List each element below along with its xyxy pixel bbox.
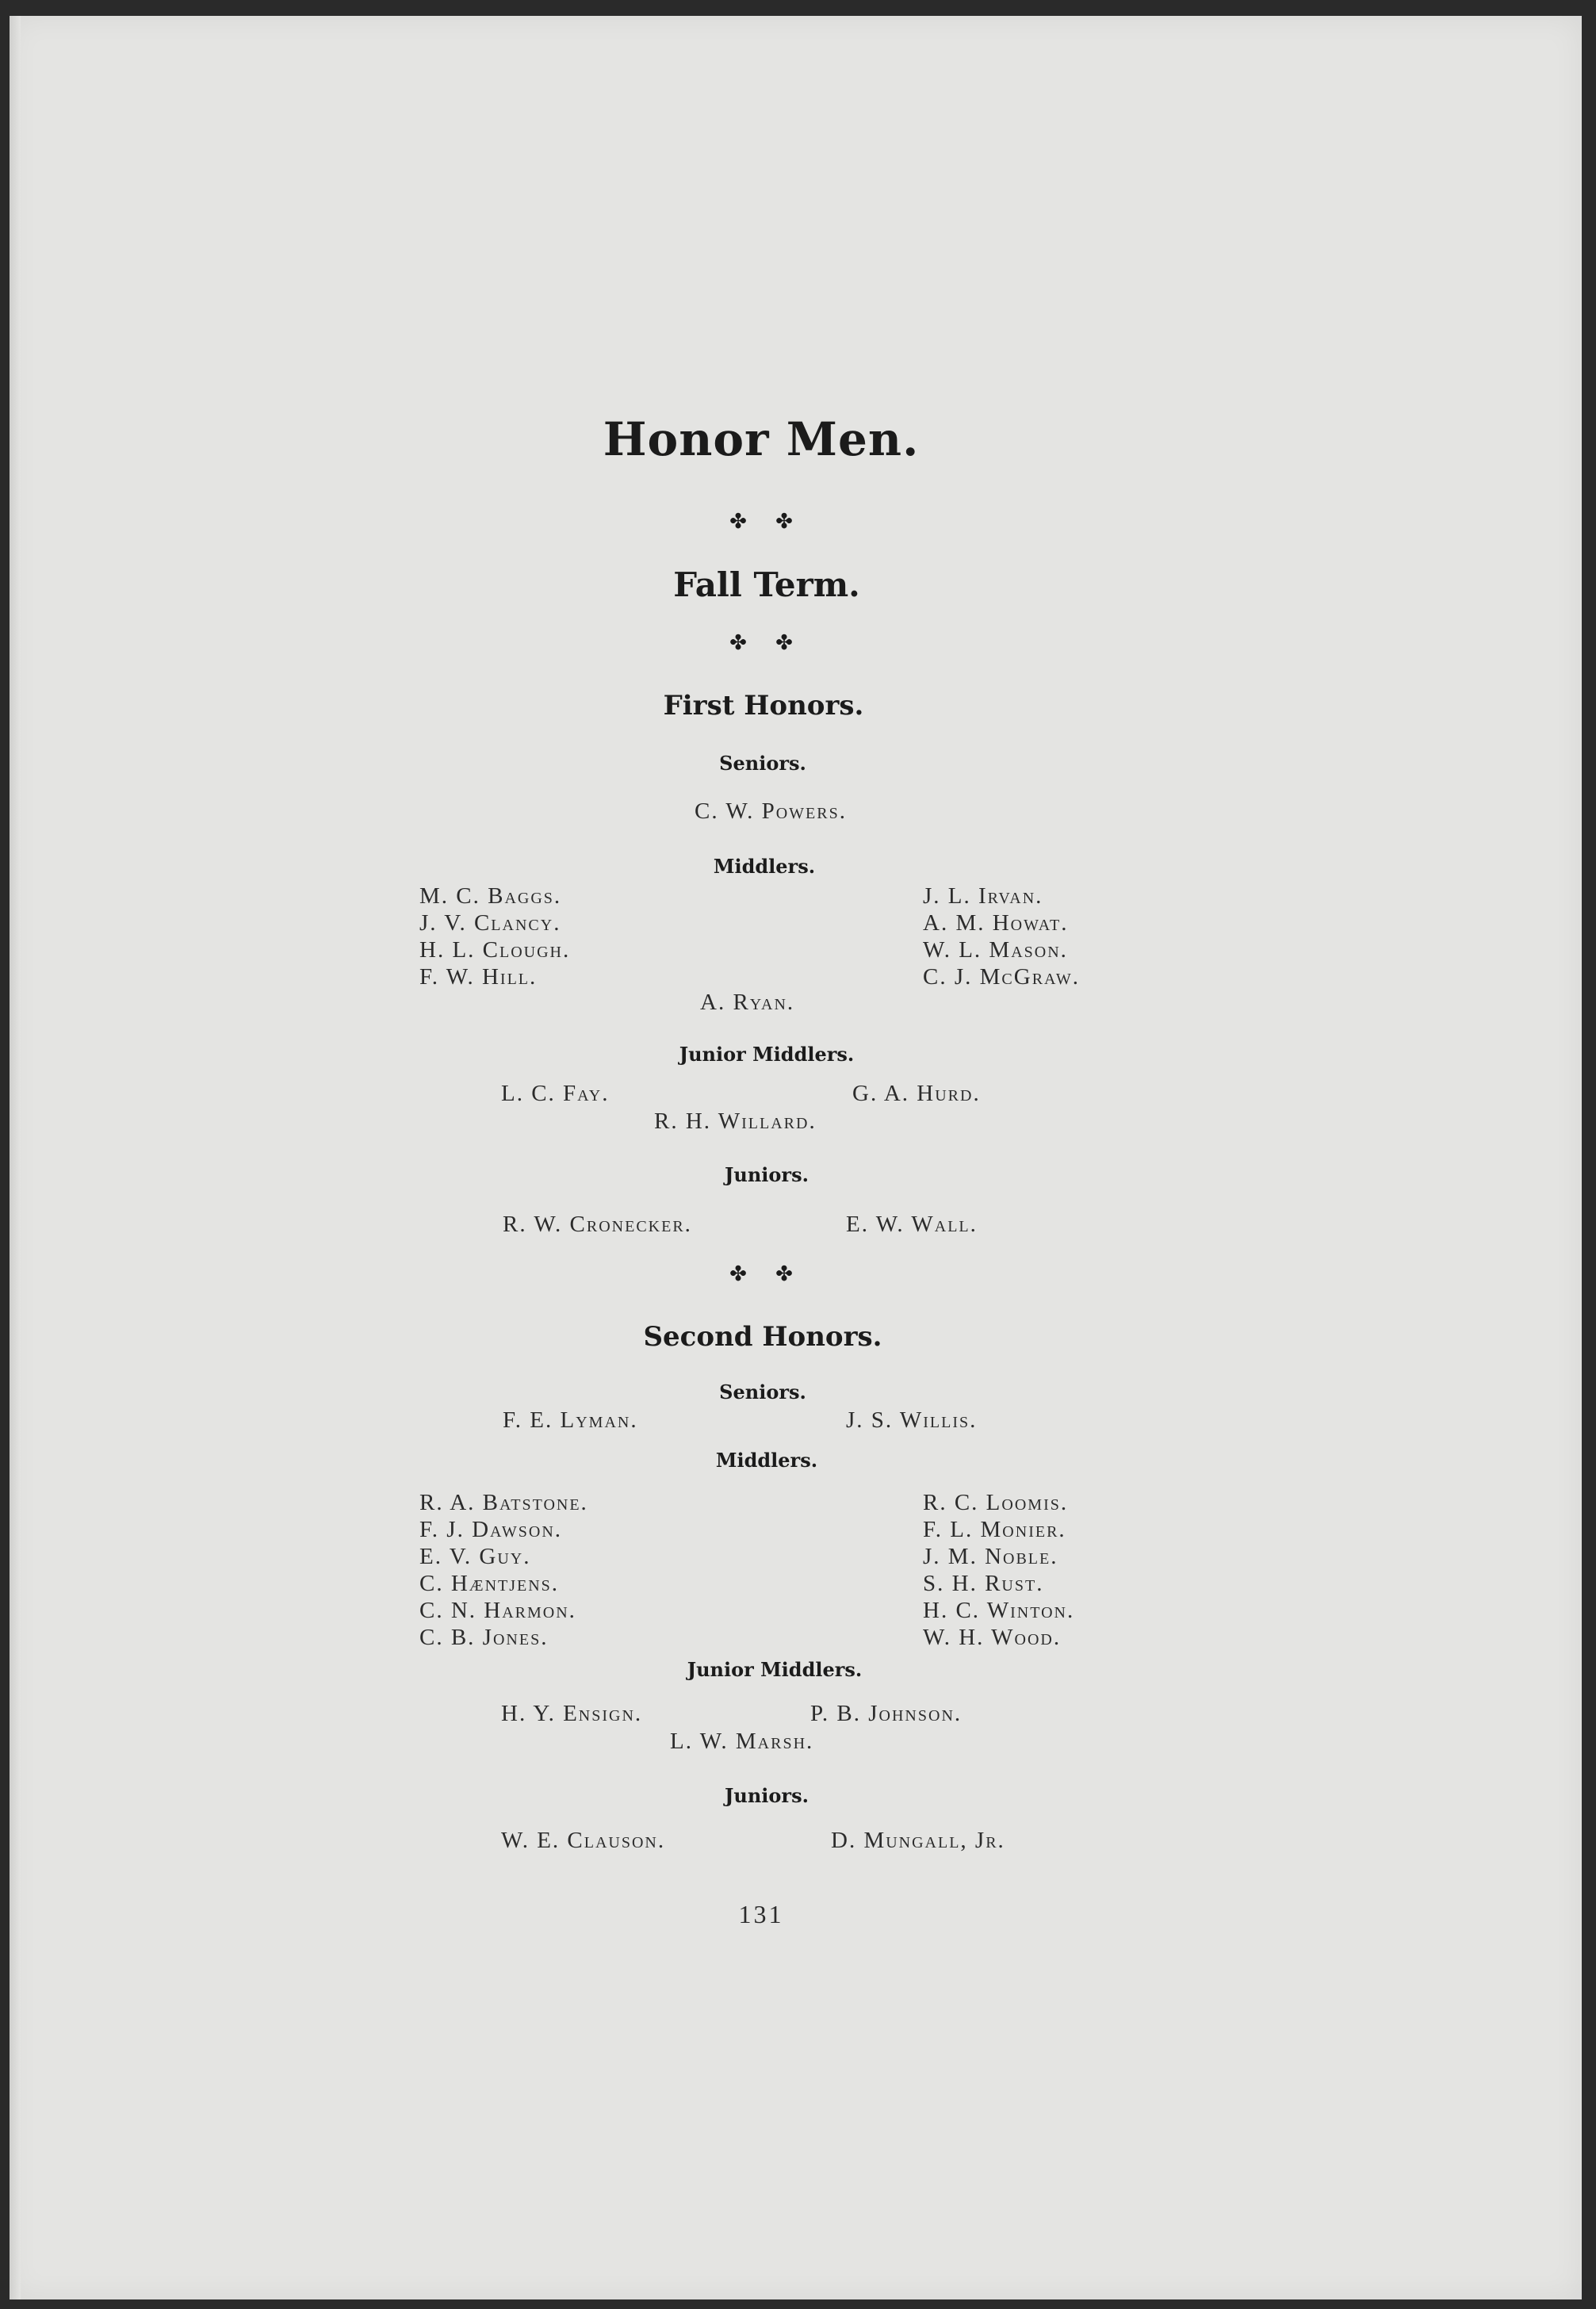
list-item: C. N. Harmon. bbox=[419, 1598, 576, 1623]
second-middlers-heading: Middlers. bbox=[715, 1449, 818, 1472]
second-juniors-heading: Juniors. bbox=[725, 1784, 809, 1807]
second-juniors-left: W. E. Clauson. bbox=[501, 1828, 666, 1853]
second-junior-middlers-right: P. B. Johnson. bbox=[810, 1701, 963, 1726]
term-heading: Fall Term. bbox=[673, 565, 860, 604]
first-junior-middlers-center: R. H. Willard. bbox=[654, 1109, 817, 1134]
second-junior-middlers-left: H. Y. Ensign. bbox=[501, 1701, 643, 1726]
list-item: E. V. Guy. bbox=[419, 1544, 531, 1569]
first-middlers-heading: Middlers. bbox=[713, 855, 816, 878]
second-seniors-right: J. S. Willis. bbox=[846, 1407, 978, 1433]
list-item: H. L. Clough. bbox=[419, 937, 571, 963]
document-page bbox=[10, 16, 1582, 2299]
ornament: ✤ ✤ bbox=[729, 1262, 804, 1286]
first-middlers-right-column bbox=[923, 883, 1080, 990]
first-middlers-left-column bbox=[419, 883, 570, 990]
list-item: W. H. Wood. bbox=[923, 1625, 1062, 1650]
list-item: C. B. Jones. bbox=[419, 1625, 549, 1650]
list-item: C. Hæntjens. bbox=[419, 1571, 560, 1596]
list-item: F. L. Monier. bbox=[923, 1517, 1066, 1542]
first-juniors-left: R. W. Cronecker. bbox=[503, 1212, 692, 1237]
first-junior-middlers-left: L. C. Fay. bbox=[501, 1081, 610, 1106]
first-junior-middlers-right: G. A. Hurd. bbox=[852, 1081, 981, 1106]
ornament: ✤ ✤ bbox=[729, 510, 804, 534]
list-item: S. H. Rust. bbox=[923, 1571, 1044, 1596]
list-item: H. C. Winton. bbox=[923, 1598, 1075, 1623]
list-item: R. A. Batstone. bbox=[419, 1490, 588, 1515]
list-item: J. L. Irvan. bbox=[923, 883, 1043, 909]
first-honors-heading: First Honors. bbox=[663, 690, 864, 722]
list-item: C. J. McGraw. bbox=[923, 964, 1081, 990]
second-seniors-heading: Seniors. bbox=[719, 1380, 806, 1403]
first-middlers-center-name: A. Ryan. bbox=[700, 990, 795, 1015]
page-edge bbox=[10, 16, 21, 2299]
list-item: J. M. Noble. bbox=[923, 1544, 1058, 1569]
list-item: A. M. Howat. bbox=[923, 910, 1069, 936]
list-item: J. V. Clancy. bbox=[419, 910, 561, 936]
second-middlers-right-column bbox=[923, 1489, 1074, 1651]
second-honors-heading: Second Honors. bbox=[643, 1321, 882, 1353]
list-item: W. L. Mason. bbox=[923, 937, 1068, 963]
first-seniors-name: C. W. Powers. bbox=[695, 798, 847, 824]
second-junior-middlers-heading: Junior Middlers. bbox=[687, 1658, 863, 1681]
first-juniors-right: E. W. Wall. bbox=[846, 1212, 978, 1237]
second-seniors-left: F. E. Lyman. bbox=[503, 1407, 638, 1433]
list-item: F. J. Dawson. bbox=[419, 1517, 563, 1542]
first-seniors-heading: Seniors. bbox=[719, 752, 806, 775]
second-middlers-left-column bbox=[419, 1489, 588, 1651]
first-junior-middlers-heading: Junior Middlers. bbox=[679, 1043, 855, 1066]
second-juniors-right: D. Mungall, Jr. bbox=[831, 1828, 1005, 1853]
second-junior-middlers-center: L. W. Marsh. bbox=[670, 1729, 814, 1754]
ornament: ✤ ✤ bbox=[729, 631, 804, 655]
list-item: R. C. Loomis. bbox=[923, 1490, 1069, 1515]
first-juniors-heading: Juniors. bbox=[725, 1163, 809, 1186]
page-title: Honor Men. bbox=[603, 412, 920, 466]
list-item: M. C. Baggs. bbox=[419, 883, 562, 909]
list-item: F. W. Hill. bbox=[419, 964, 538, 990]
page-number: 131 bbox=[738, 1900, 784, 1928]
